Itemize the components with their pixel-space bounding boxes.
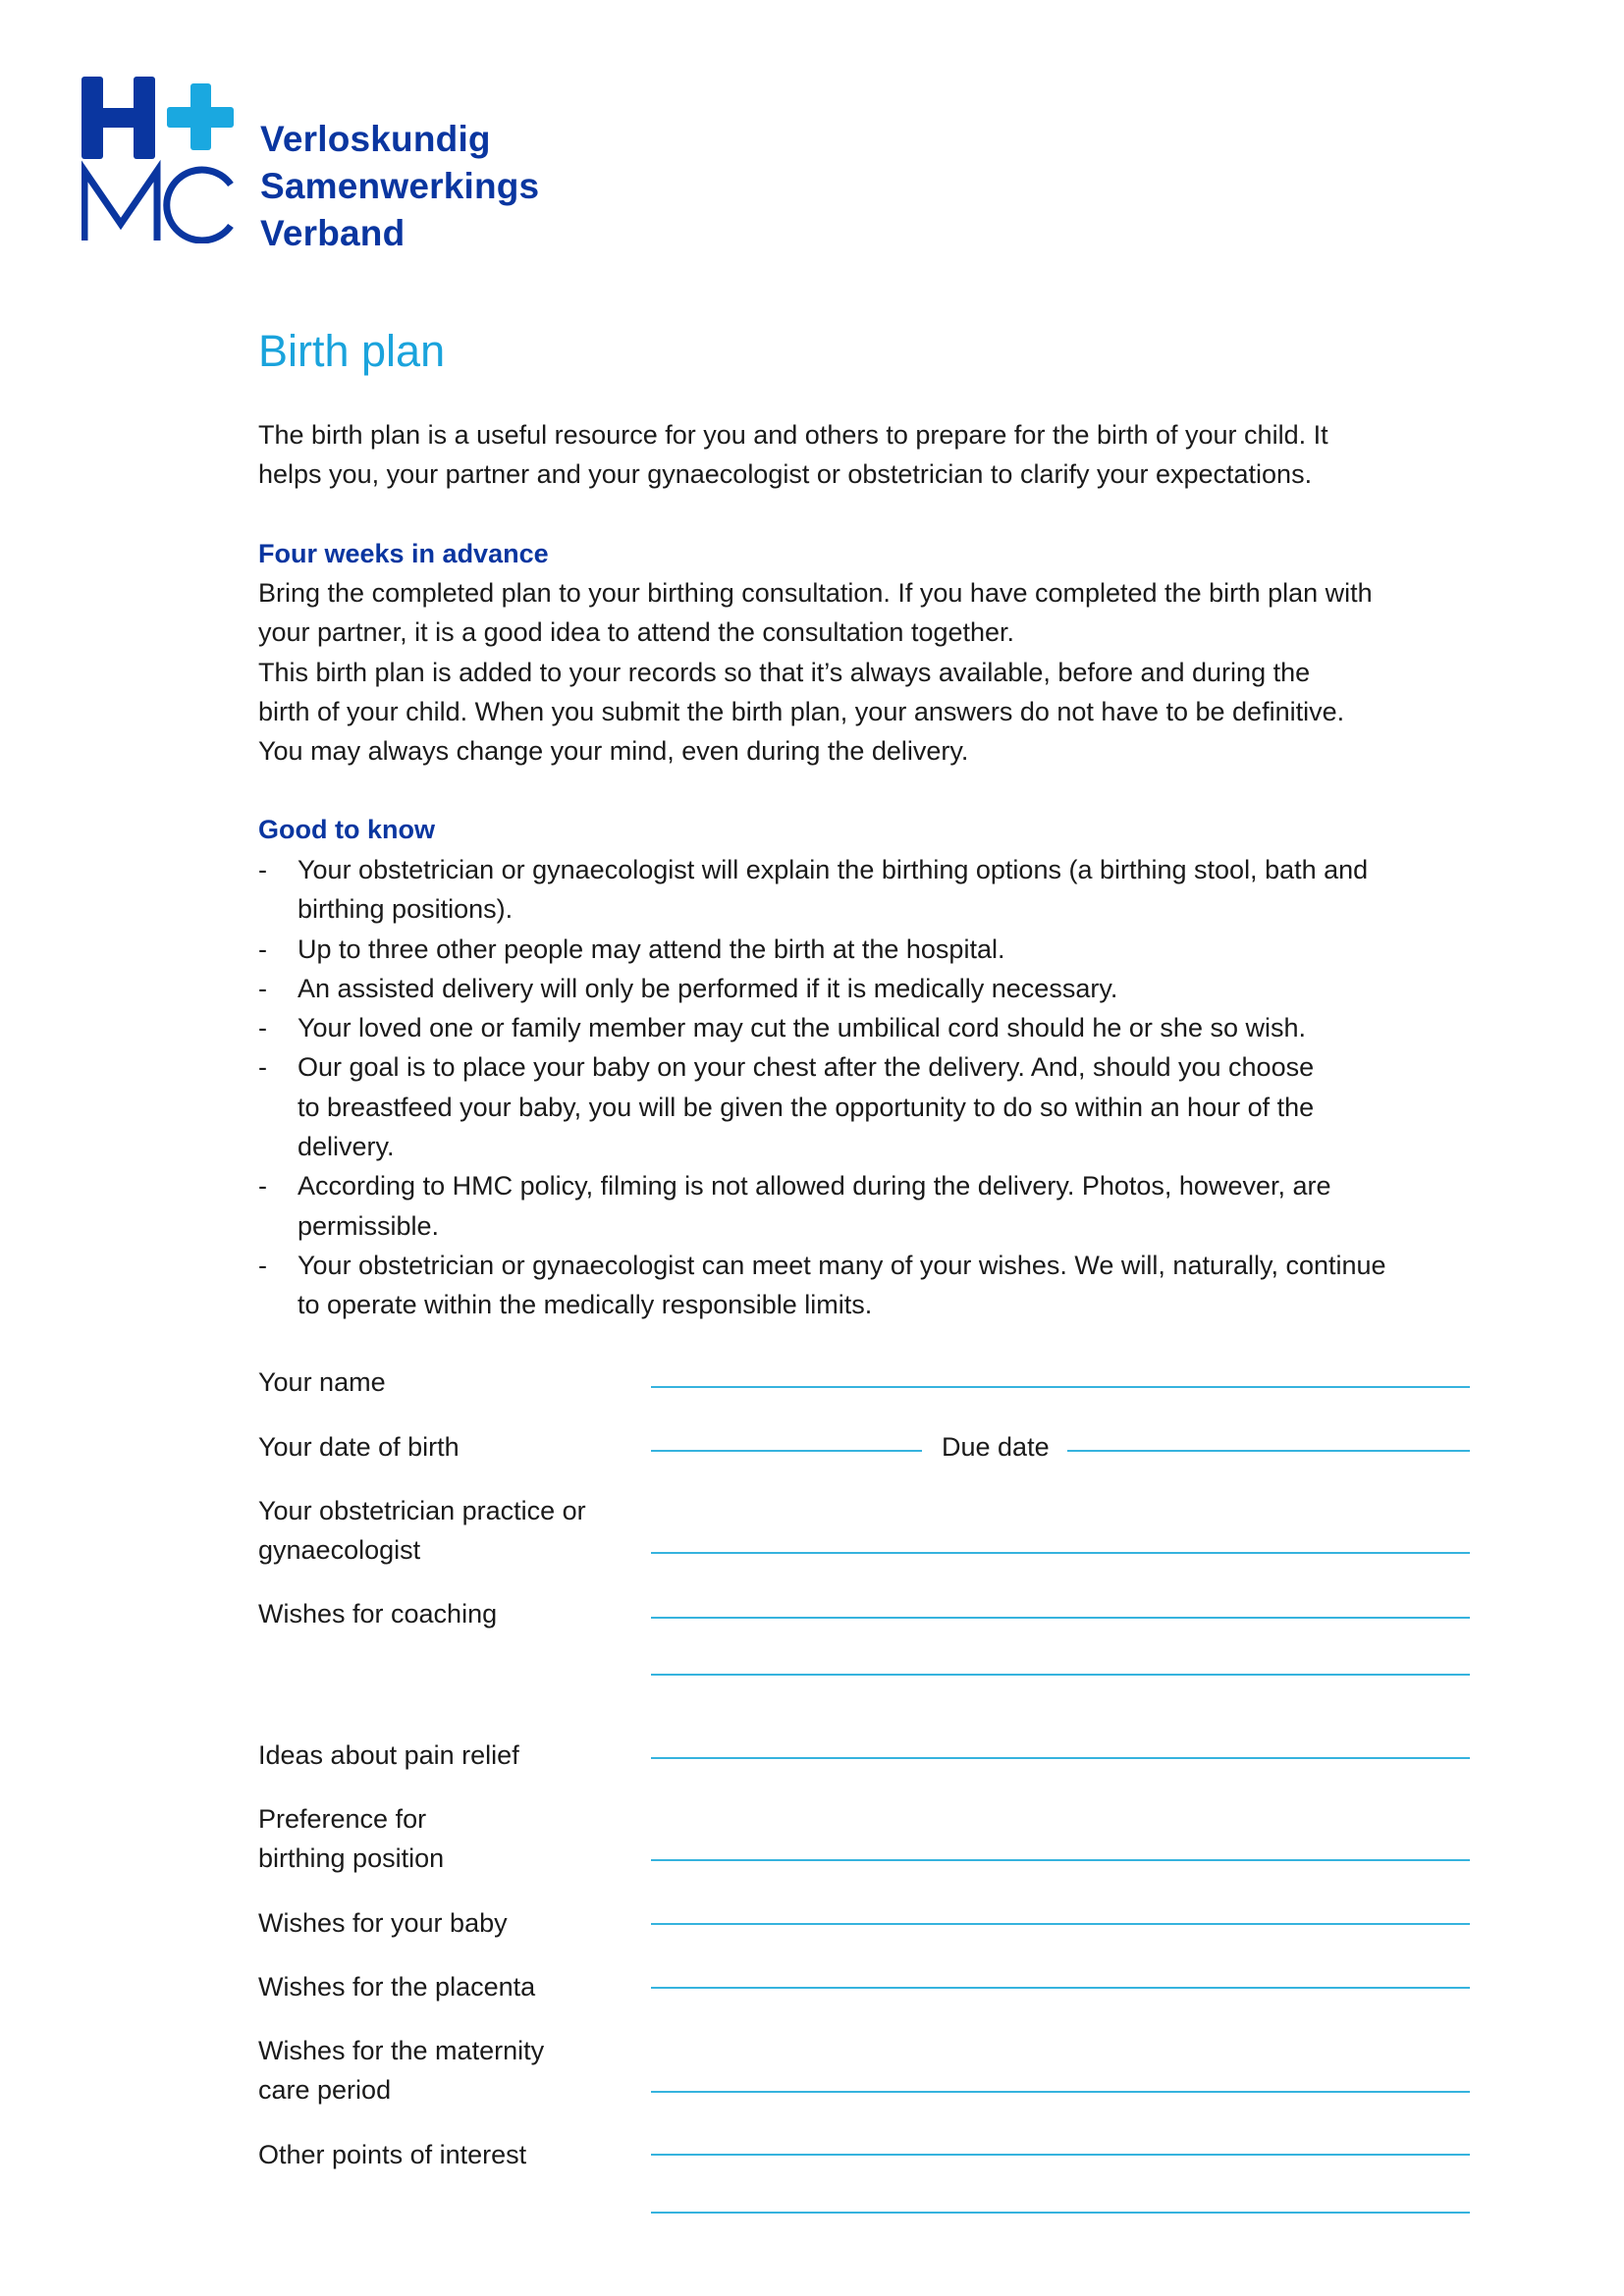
logo-line: Verloskundig bbox=[260, 119, 491, 159]
list-item-line: Our goal is to place your baby on your chest after the delivery. And, should you choose bbox=[298, 1052, 1315, 1083]
advance-line: your partner, it is a good idea to attend the consultation together. bbox=[258, 617, 1015, 648]
label-date-of-birth: Your date of birth bbox=[258, 1432, 460, 1462]
label-your-name: Your name bbox=[258, 1367, 386, 1397]
advance-line: birth of your child. When you submit the birth plan, your answers do not have to be definitive. bbox=[258, 696, 1345, 726]
wishes-coaching-field-line-2[interactable] bbox=[651, 1674, 1470, 1676]
label-wishes-baby: Wishes for your baby bbox=[258, 1908, 508, 1938]
pain-relief-field[interactable] bbox=[651, 1757, 1470, 1759]
hmc-logo-mark-icon bbox=[81, 77, 239, 243]
birthing-position-field[interactable] bbox=[651, 1859, 1470, 1861]
dash-bullet-icon: - bbox=[258, 973, 267, 1003]
logo-line: Samenwerkings bbox=[260, 166, 540, 206]
list-item bbox=[258, 1008, 1386, 1047]
wishes-placenta-field[interactable] bbox=[651, 1987, 1470, 1989]
label-line: Preference for bbox=[258, 1804, 427, 1834]
list-item bbox=[258, 1246, 1386, 1325]
label-obstetrician-practice bbox=[258, 1491, 586, 1571]
page-title: Birth plan bbox=[258, 326, 446, 376]
label-line: Your obstetrician practice or bbox=[258, 1496, 586, 1525]
label-line: birthing position bbox=[258, 1843, 445, 1874]
list-item-line: to breastfeed your baby, you will be given the opportunity to do so within an hour of the bbox=[298, 1092, 1315, 1122]
label-due-date: Due date bbox=[942, 1432, 1050, 1462]
your-name-field[interactable] bbox=[651, 1386, 1470, 1388]
logo-line: Verband bbox=[260, 213, 406, 253]
list-item bbox=[258, 969, 1386, 1008]
wishes-maternity-field[interactable] bbox=[651, 2091, 1470, 2093]
list-item-line: Up to three other people may attend the birth at the hospital. bbox=[298, 934, 1005, 964]
list-item-line: According to HMC policy, filming is not allowed during the delivery. Photos, however, are bbox=[298, 1171, 1331, 1201]
good-to-know-list bbox=[258, 850, 1386, 1325]
obstetrician-practice-field[interactable] bbox=[651, 1552, 1470, 1554]
advance-line: This birth plan is added to your records so that it’s always available, before and during the bbox=[258, 657, 1311, 687]
list-item-line: An assisted delivery will only be performed if it is medically necessary. bbox=[298, 973, 1118, 1003]
list-item bbox=[258, 1047, 1386, 1166]
hmc-logo bbox=[81, 77, 592, 253]
label-other-points: Other points of interest bbox=[258, 2140, 527, 2169]
list-item-line: Your obstetrician or gynaecologist will explain the birthing options (a birthing stool, bath and bbox=[298, 855, 1369, 884]
advance-line: You may always change your mind, even during the delivery. bbox=[258, 736, 969, 767]
list-item bbox=[258, 850, 1386, 930]
other-points-field[interactable] bbox=[651, 2154, 1470, 2156]
label-wishes-maternity bbox=[258, 2031, 544, 2110]
list-item-line: delivery. bbox=[298, 1132, 395, 1162]
section-heading-good-to-know: Good to know bbox=[258, 815, 435, 844]
section-heading-advance: Four weeks in advance bbox=[258, 539, 549, 568]
intro-paragraph bbox=[258, 415, 1328, 495]
dash-bullet-icon: - bbox=[258, 1013, 267, 1043]
label-line: care period bbox=[258, 2075, 392, 2106]
dash-bullet-icon: - bbox=[258, 1250, 267, 1280]
label-birthing-position bbox=[258, 1799, 444, 1879]
list-item bbox=[258, 930, 1386, 969]
list-item bbox=[258, 1166, 1386, 1246]
due-date-field[interactable] bbox=[1067, 1450, 1470, 1452]
list-item-line: Your obstetrician or gynaecologist can meet many of your wishes. We will, naturally, continue bbox=[298, 1250, 1386, 1280]
list-item-line: permissible. bbox=[298, 1210, 440, 1241]
advance-paragraph bbox=[258, 573, 1373, 771]
label-line: gynaecologist bbox=[258, 1535, 421, 1566]
dash-bullet-icon: - bbox=[258, 1171, 267, 1201]
label-wishes-placenta: Wishes for the placenta bbox=[258, 1972, 536, 2002]
label-line: Wishes for the maternity bbox=[258, 2036, 545, 2065]
intro-line: helps you, your partner and your gynaecologist or obstetrician to clarify your expectations. bbox=[258, 459, 1313, 490]
intro-line: The birth plan is a useful resource for you and others to prepare for the birth of your child. It bbox=[258, 420, 1328, 450]
dash-bullet-icon: - bbox=[258, 855, 267, 884]
list-item-line: birthing positions). bbox=[298, 894, 514, 925]
dash-bullet-icon: - bbox=[258, 1052, 267, 1083]
label-wishes-coaching: Wishes for coaching bbox=[258, 1599, 498, 1629]
dash-bullet-icon: - bbox=[258, 934, 267, 964]
logo-wordmark bbox=[260, 116, 539, 257]
label-pain-relief: Ideas about pain relief bbox=[258, 1740, 519, 1770]
other-points-field-line-2[interactable] bbox=[651, 2212, 1470, 2214]
date-of-birth-field[interactable] bbox=[651, 1450, 922, 1452]
list-item-line: to operate within the medically responsible limits. bbox=[298, 1290, 873, 1320]
advance-line: Bring the completed plan to your birthing consultation. If you have completed the birth plan with bbox=[258, 578, 1373, 608]
wishes-coaching-field[interactable] bbox=[651, 1617, 1470, 1619]
wishes-baby-field[interactable] bbox=[651, 1923, 1470, 1925]
list-item-line: Your loved one or family member may cut the umbilical cord should he or she so wish. bbox=[298, 1013, 1306, 1043]
